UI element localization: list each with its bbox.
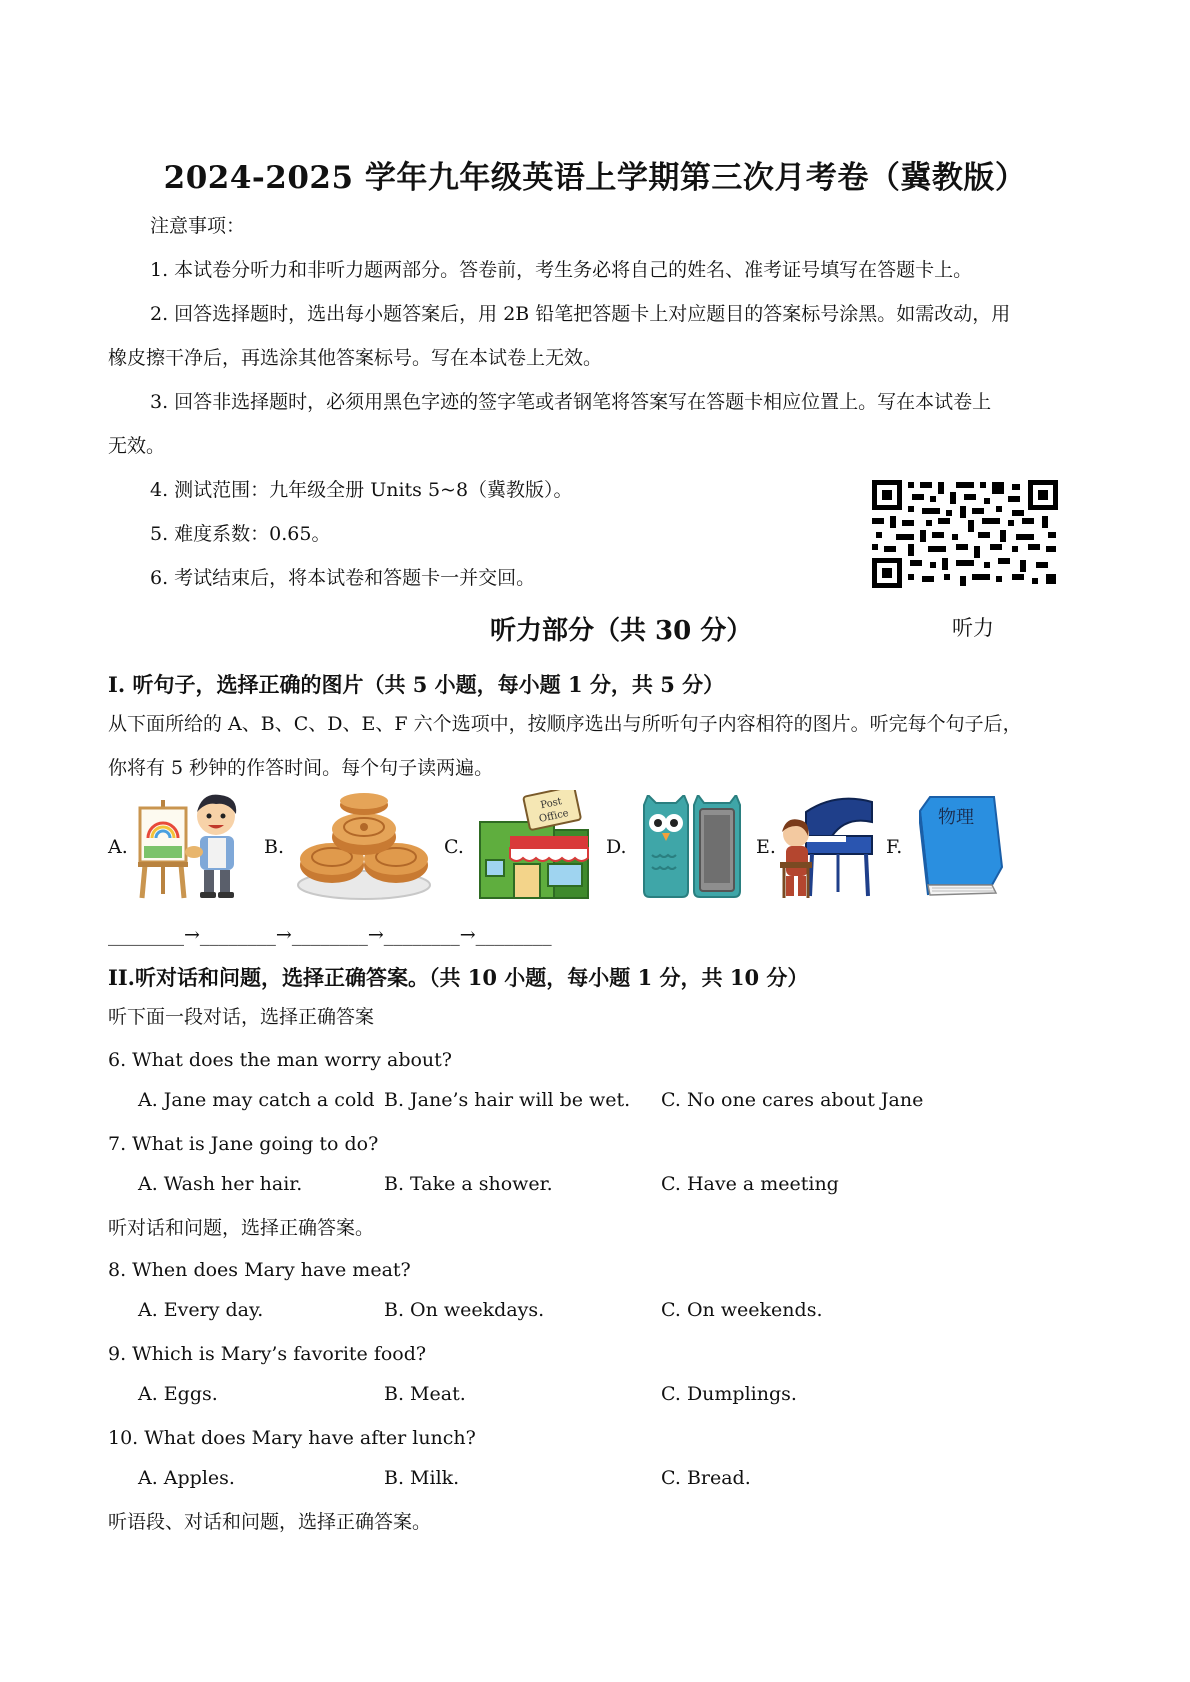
piano-girl-icon (776, 792, 876, 902)
notice-heading: 注意事项： (150, 215, 246, 237)
notice-item-4: 4. 测试范围：九年级全册 Units 5~8（冀教版）。 (150, 479, 573, 501)
notice-item-3: 3. 回答非选择题时，必须用黑色字迹的签字笔或者钢笔将答案写在答题卡相应位置上。写在本试卷上 (150, 391, 992, 413)
question-9: 9. Which is Mary’s favorite food? (108, 1343, 427, 1365)
q6-option-b[interactable]: B. Jane’s hair will be wet. (384, 1089, 631, 1111)
question-10: 10. What does Mary have after lunch? (108, 1427, 476, 1449)
notice-item-2-cont: 橡皮擦干净后，再选涂其他答案标号。写在本试卷上无效。 (108, 347, 603, 369)
q7-option-a[interactable]: A. Wash her hair. (138, 1173, 303, 1195)
book-title-text: 物理 (938, 807, 974, 828)
post-office-sign-line-2: Office (538, 807, 570, 825)
mooncakes-icon (296, 793, 432, 901)
q8-option-a[interactable]: A. Every day. (138, 1299, 264, 1321)
notice-item-2: 2. 回答选择题时，选出每小题答案后，用 2B 铅笔把答题卡上对应题目的答案标号涂黑。如需改动，用 (150, 303, 1011, 325)
answer-blanks[interactable]: ________→________→________→________→________ (108, 924, 552, 946)
picture-label-e: E. (756, 836, 776, 858)
qr-code-icon[interactable] (872, 480, 1058, 588)
notice-item-3-cont: 无效。 (108, 435, 166, 457)
part1-heading: I. 听句子，选择正确的图片（共 5 小题，每小题 1 分，共 5 分） (108, 672, 725, 697)
question-7: 7. What is Jane going to do? (108, 1133, 379, 1155)
notice-item-5: 5. 难度系数：0.65。 (150, 523, 331, 545)
physics-book-icon (906, 793, 1008, 899)
q8-option-c[interactable]: C. On weekends. (661, 1299, 823, 1321)
q8-option-b[interactable]: B. On weekdays. (384, 1299, 545, 1321)
picture-label-b: B. (264, 836, 285, 858)
page-title: 2024-2025 学年九年级英语上学期第三次月考卷（冀教版） (163, 160, 1027, 196)
picture-label-c: C. (444, 836, 464, 858)
q10-option-b[interactable]: B. Milk. (384, 1467, 460, 1489)
q9-option-c[interactable]: C. Dumplings. (661, 1383, 797, 1405)
q9-option-b[interactable]: B. Meat. (384, 1383, 466, 1405)
part2-heading: II.听对话和问题，选择正确答案。（共 10 小题，每小题 1 分，共 10 分） (108, 965, 809, 990)
part2-intro-2: 听对话和问题，选择正确答案。 (108, 1217, 375, 1239)
part1-instruction-1: 从下面所给的 A、B、C、D、E、F 六个选项中，按顺序选出与所听句子内容相符的图片。听完每个句子后， (108, 713, 1022, 735)
q7-option-c[interactable]: C. Have a meeting (661, 1173, 839, 1195)
post-office-icon (474, 790, 594, 902)
notice-item-6: 6. 考试结束后，将本试卷和答题卡一并交回。 (150, 567, 536, 589)
part2-intro-3: 听语段、对话和问题，选择正确答案。 (108, 1511, 432, 1533)
post-office-sign-line-1: Post (539, 796, 563, 812)
q10-option-a[interactable]: A. Apples. (138, 1467, 235, 1489)
picture-label-d: D. (606, 836, 627, 858)
phone-cases-icon (638, 795, 744, 899)
q7-option-b[interactable]: B. Take a shower. (384, 1173, 553, 1195)
q9-option-a[interactable]: A. Eggs. (138, 1383, 218, 1405)
qr-caption: 听力 (952, 616, 994, 640)
question-6: 6. What does the man worry about? (108, 1049, 452, 1071)
notice-item-1: 1. 本试卷分听力和非听力题两部分。答卷前，考生务必将自己的姓名、准考证号填写在答题卡上。 (150, 259, 973, 281)
part2-intro-1: 听下面一段对话，选择正确答案 (108, 1006, 375, 1028)
q6-option-a[interactable]: A. Jane may catch a cold (138, 1089, 375, 1111)
q6-option-c[interactable]: C. No one cares about Jane (661, 1089, 924, 1111)
part1-instruction-2: 你将有 5 秒钟的作答时间。每个句子读两遍。 (108, 757, 494, 779)
listening-section-title: 听力部分（共 30 分） (490, 616, 753, 646)
q10-option-c[interactable]: C. Bread. (661, 1467, 751, 1489)
painting-boy-icon (136, 790, 252, 900)
picture-label-a: A. (108, 836, 128, 858)
question-8: 8. When does Mary have meat? (108, 1259, 411, 1281)
picture-label-f: F. (886, 836, 903, 858)
